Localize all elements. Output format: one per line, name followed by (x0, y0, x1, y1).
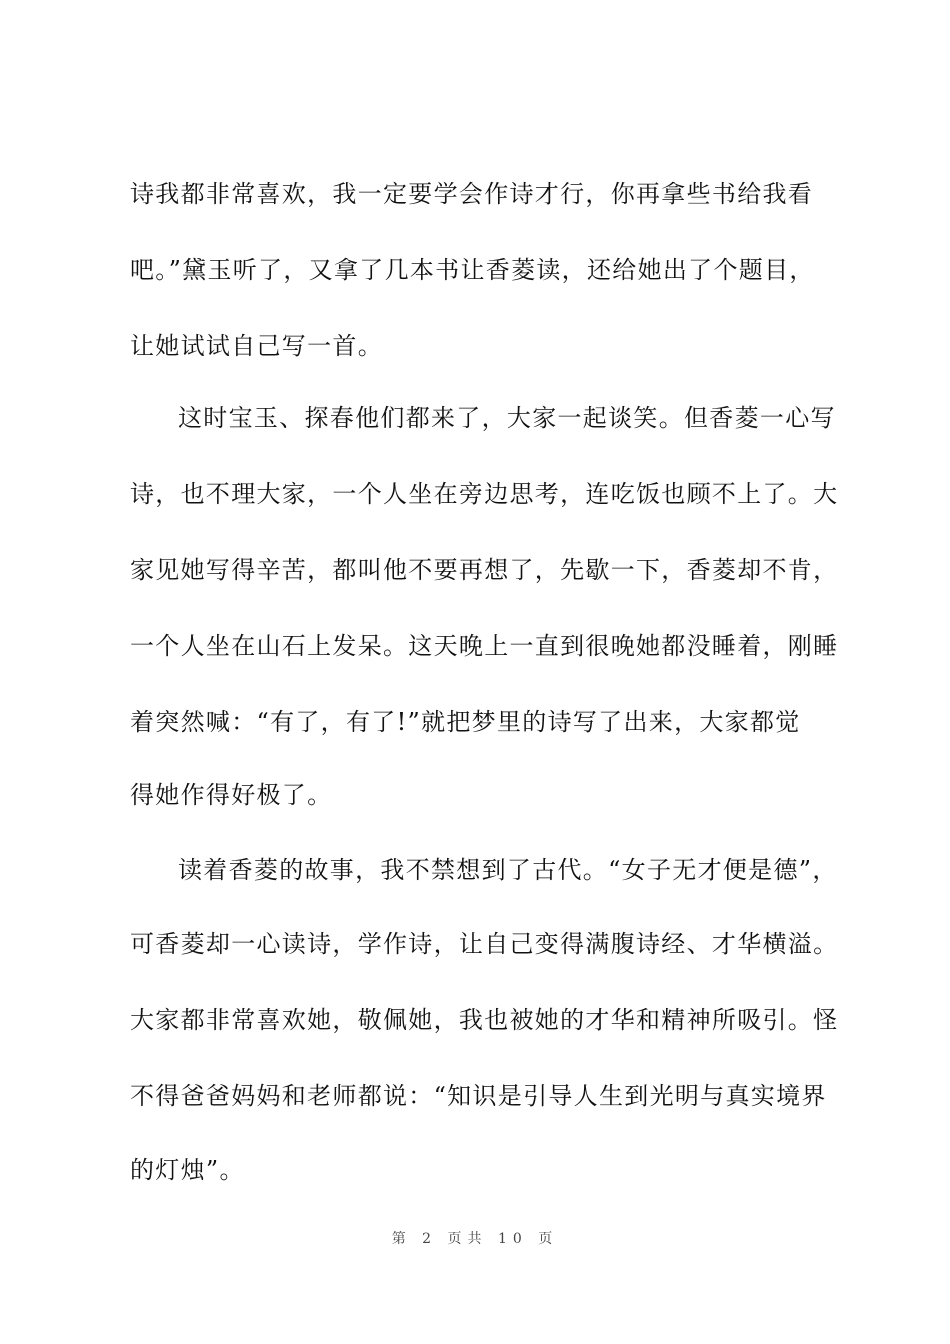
text-line-8: 着突然喊：“有了，有了!”就把梦里的诗写了出来，大家都觉 (130, 708, 801, 736)
text-line-11: 可香菱却一心读诗，学作诗，让自己变得满腹诗经、才华横溢。 (130, 930, 839, 958)
text-line-9: 得她作得好极了。 (130, 781, 333, 809)
text-line-7: 一个人坐在山石上发呆。这天晚上一直到很晚她都没睡着，刚睡 (130, 632, 839, 660)
text-line-6: 家见她写得辛苦，都叫他不要再想了，先歇一下，香菱却不肯， (130, 556, 839, 584)
text-line-14: 的灯烛”。 (130, 1156, 245, 1184)
page-number-footer: 第 2 页共 10 页 (391, 1231, 559, 1247)
text-line-12: 大家都非常喜欢她，敬佩她，我也被她的才华和精神所吸引。怪 (130, 1006, 839, 1034)
text-line-2: 吧。”黛玉听了，又拿了几本书让香菱读，还给她出了个题目， (130, 256, 815, 284)
text-line-5: 诗，也不理大家，一个人坐在旁边思考，连吃饭也顾不上了。大 (130, 480, 839, 508)
text-line-3: 让她试试自己写一首。 (130, 332, 383, 360)
text-line-4: 这时宝玉、探春他们都来了，大家一起谈笑。但香菱一心写 (178, 404, 836, 432)
text-line-10: 读着香菱的故事，我不禁想到了古代。“女子无才便是德”， (178, 856, 838, 884)
text-line-13: 不得爸爸妈妈和老师都说：“知识是引导人生到光明与真实境界 (130, 1082, 827, 1110)
text-line-1: 诗我都非常喜欢，我一定要学会作诗才行，你再拿些书给我看 (130, 180, 814, 208)
